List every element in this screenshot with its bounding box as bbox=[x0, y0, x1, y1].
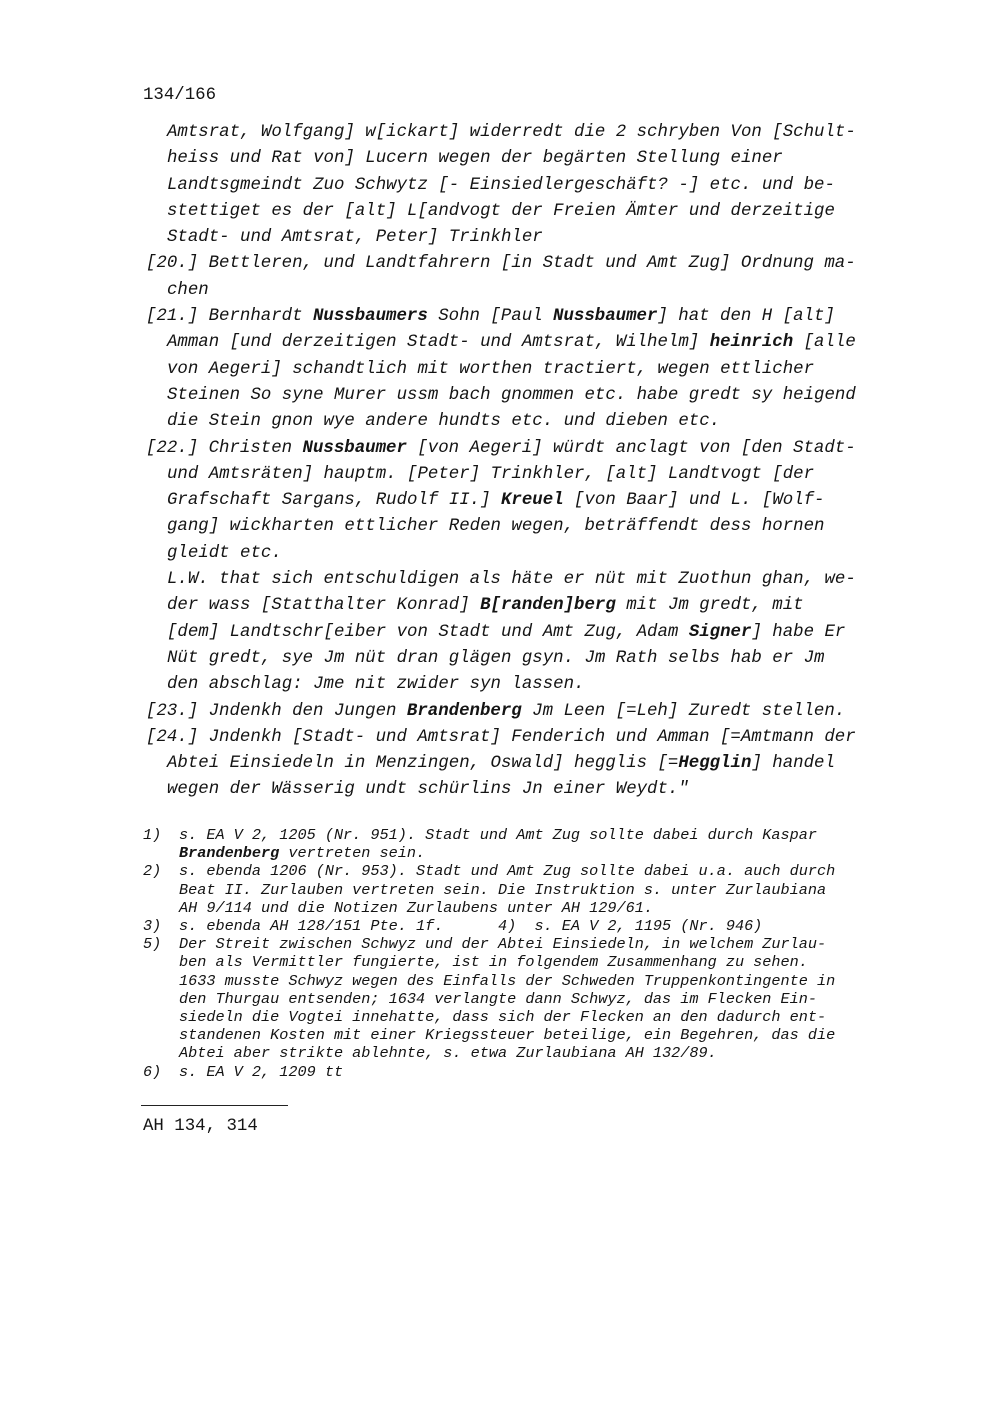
entry-line: Steinen So syne Murer ussm bach gnommen etc. habe gredt sy heigend bbox=[167, 385, 856, 405]
footnote-number: 1) bbox=[143, 826, 162, 844]
archive-reference: AH 134, 314 bbox=[143, 1117, 258, 1136]
footnote-line: AH 9/114 und die Notizen Zurlaubens unter AH 129/61. bbox=[179, 898, 653, 917]
footnote-line: Beat II. Zurlauben vertreten sein. Die Instruktion s. unter Zurlaubiana bbox=[179, 880, 827, 899]
entry-line: den abschlag: Jme nit zwider syn lassen. bbox=[167, 675, 585, 695]
entry-paragraph bbox=[146, 304, 926, 435]
footnote-line: siedeln die Vogtei innehatte, dass sich der Flecken an den dadurch ent- bbox=[179, 1008, 827, 1027]
footnote-list bbox=[143, 826, 923, 1081]
entry-line: [24.] Jndenkh [Stadt- und Amtsrat] Fenderich und Amman [=Amtmann der bbox=[146, 727, 856, 747]
entry-line: von Aegeri] schandtlich mit worthen tractiert, wegen ettlicher bbox=[167, 359, 815, 379]
footnote-line: s. ebenda 1206 (Nr. 953). Stadt und Amt Zug sollte dabei u.a. auch durch bbox=[179, 862, 836, 881]
footnote-line: ben als Vermittler fungierte, ist in folgendem Zusammenhang zu sehen. bbox=[179, 953, 808, 972]
footnote-line: standenen Kosten mit einer Kriegssteuer beteilige, ein Begehren, das die bbox=[179, 1026, 836, 1045]
footnote-line: Der Streit zwischen Schwyz und der Abtei Einsiedeln, in welchem Zurlau- bbox=[179, 935, 827, 954]
entry-paragraph bbox=[146, 120, 926, 251]
entry-line: heiss und Rat von] Lucern wegen der begärten Stellung einer bbox=[167, 149, 783, 169]
entry-paragraph bbox=[146, 251, 926, 304]
footnote-line: s. ebenda AH 128/151 Pte. 1f. 4) s. EA V 2, 1195 (Nr. 946) bbox=[179, 917, 763, 936]
entry-line: chen bbox=[167, 280, 209, 300]
footnote bbox=[143, 1063, 923, 1081]
entry-line: stettiget es der [alt] L[andvogt der Freien Ämter und derzeitige bbox=[167, 201, 835, 221]
entry-line: [22.] Christen Nussbaumer [von Aegeri] würdt anclagt von [den Stadt- bbox=[146, 438, 856, 458]
entry-line: Amtsrat, Wolfgang] w[ickart] widerredt die 2 schryben Von [Schult- bbox=[167, 123, 856, 142]
footnote bbox=[143, 917, 923, 935]
entry-line: Nüt gredt, sye Jm nüt dran glägen gsyn. Jm Rath selbs hab er Jm bbox=[167, 648, 825, 668]
entry-line: [21.] Bernhardt Nussbaumers Sohn [Paul Nussbaumer] hat den H [alt] bbox=[146, 307, 835, 327]
entry-line: [dem] Landtschr[eiber von Stadt und Amt Zug, Adam Signer] habe Er bbox=[167, 622, 846, 642]
footnote-line: Brandenberg vertreten sein. bbox=[179, 844, 426, 863]
entry-line: Amman [und derzeitigen Stadt- und Amtsrat, Wilhelm] heinrich [alle bbox=[167, 333, 856, 353]
footnote-number: 3) bbox=[143, 917, 162, 936]
entry-line: wegen der Wässerig undt schürlins Jn einer Weydt." bbox=[167, 780, 689, 800]
entry-line: der wass [Statthalter Konrad] B[randen]berg mit Jm gredt, mit bbox=[167, 596, 804, 616]
footnote-line: s. EA V 2, 1209 tt bbox=[179, 1062, 344, 1081]
footnote bbox=[143, 862, 923, 917]
entry-line: Stadt- und Amtsrat, Peter] Trinkhler bbox=[167, 228, 543, 248]
footnote-number: 6) bbox=[143, 1062, 162, 1081]
entry-paragraph bbox=[146, 699, 926, 725]
footnote-number: 2) bbox=[143, 862, 162, 881]
entry-paragraph bbox=[146, 436, 926, 699]
entry-line: gleidt etc. bbox=[167, 543, 282, 563]
entry-paragraph bbox=[146, 725, 926, 804]
footnote-line: s. EA V 2, 1205 (Nr. 951). Stadt und Amt Zug sollte dabei durch Kaspar bbox=[179, 826, 817, 844]
entry-line: und Amtsräten] hauptm. [Peter] Trinkhler, [alt] Landtvogt [der bbox=[167, 464, 815, 484]
footnote-line: 1633 musste Schwyz wegen des Einfalls der Schweden Truppenkontingente in bbox=[179, 971, 836, 990]
page-number: 134/166 bbox=[143, 86, 217, 105]
entry-line: die Stein gnon wye andere hundts etc. und dieben etc. bbox=[167, 412, 721, 432]
footnote bbox=[143, 826, 923, 862]
footnote-number: 5) bbox=[143, 935, 162, 954]
entry-line: Abtei Einsiedeln in Menzingen, Oswald] hegglis [=Hegglin] handel bbox=[167, 754, 835, 774]
footnote-line: den Thurgau entsenden; 1634 verlangte dann Schwyz, das im Flecken Ein- bbox=[179, 989, 817, 1008]
entry-line: L.W. that sich entschuldigen als häte er nüt mit Zuothun ghan, we- bbox=[167, 570, 856, 590]
entry-line: Landtsgmeindt Zuo Schwytz [- Einsiedlergeschäft? -] etc. und be- bbox=[167, 175, 835, 195]
entry-line: gang] wickharten ettlicher Reden wegen, beträffendt dess hornen bbox=[167, 517, 825, 537]
footer-rule bbox=[141, 1105, 288, 1106]
footnote bbox=[143, 935, 923, 1062]
entry-line: [23.] Jndenkh den Jungen Brandenberg Jm Leen [=Leh] Zuredt stellen. bbox=[146, 701, 846, 721]
entry-line: Grafschaft Sargans, Rudolf II.] Kreuel [von Baar] und L. [Wolf- bbox=[167, 491, 825, 511]
entry-list bbox=[146, 120, 926, 804]
footnote-line: Abtei aber strikte ablehnte, s. etwa Zurlaubiana AH 132/89. bbox=[179, 1044, 717, 1063]
entry-line: [20.] Bettleren, und Landtfahrern [in Stadt und Amt Zug] Ordnung ma- bbox=[146, 254, 856, 274]
